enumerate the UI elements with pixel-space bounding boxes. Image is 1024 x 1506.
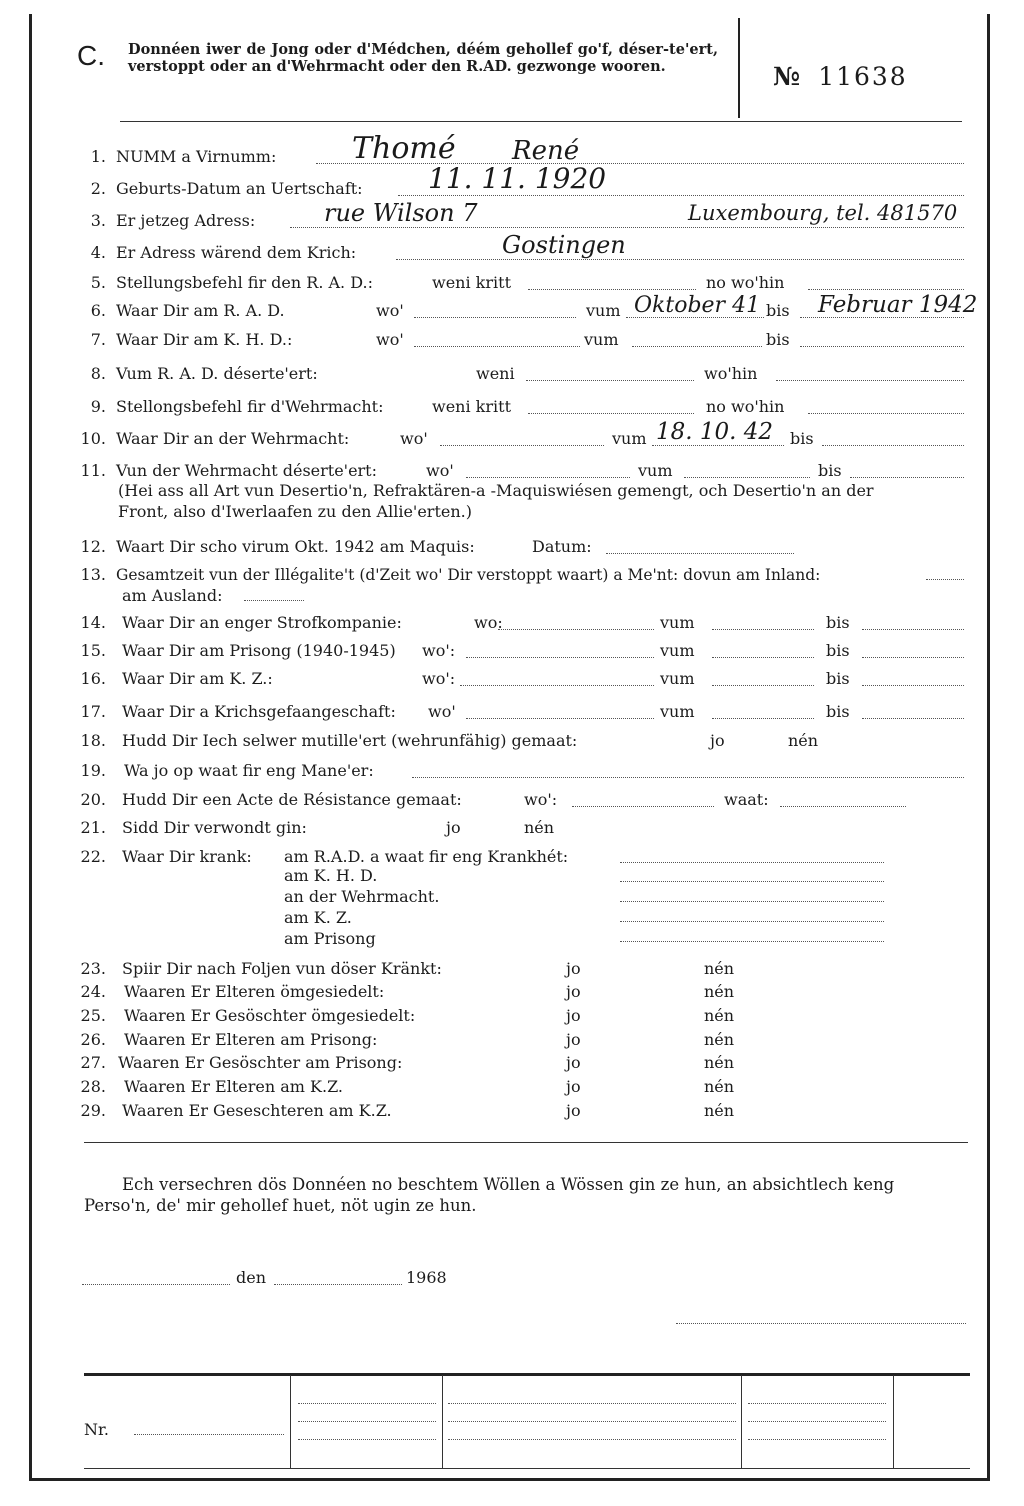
- field-prefix: wo:: [474, 613, 503, 632]
- sub-label: am K. Z.: [284, 908, 352, 927]
- signature-field[interactable]: [676, 1323, 966, 1324]
- section-rule: [84, 1142, 968, 1143]
- option-yes[interactable]: jo: [566, 1006, 581, 1025]
- field-line[interactable]: [398, 195, 964, 196]
- item-number: 20.: [80, 790, 106, 809]
- item-label: Waaren Er Elteren am K.Z.: [124, 1077, 344, 1096]
- option-yes[interactable]: jo: [566, 959, 581, 978]
- handwritten-birth: 11. 11. 1920: [428, 162, 607, 195]
- item-label: Spiir Dir nach Foljen vun döser Kränkt:: [122, 959, 442, 978]
- sub-label: am Prisong: [284, 929, 376, 948]
- footer-top-rule: [84, 1373, 970, 1376]
- form-title: Donnéen iwer de Jong oder d'Médchen, déém gehollef go'f, déser-te'ert, verstoppt oder an d'Wehrmacht oder den R.AD. gezwonge wooren.: [128, 41, 718, 75]
- item-label: Waaren Er Gesöschter am Prisong:: [118, 1053, 403, 1072]
- footer-field[interactable]: [748, 1439, 886, 1440]
- field-line[interactable]: [712, 718, 814, 719]
- footer-column-divider: [741, 1375, 742, 1468]
- item-label: Geburts-Datum an Uertschaft:: [116, 179, 363, 198]
- field-prefix: bis: [766, 330, 790, 349]
- item-label: Waart Dir scho virum Okt. 1942 am Maquis:: [116, 537, 475, 556]
- field-line[interactable]: [466, 477, 630, 478]
- field-line[interactable]: [632, 346, 762, 347]
- field-prefix: wo':: [422, 669, 456, 688]
- option-yes[interactable]: jo: [566, 1101, 581, 1120]
- item-label: NUMM a Virnumm:: [116, 147, 277, 166]
- field-prefix: vum: [660, 669, 695, 688]
- field-line[interactable]: [862, 685, 964, 686]
- field-line[interactable]: [414, 317, 576, 318]
- field-prefix: bis: [826, 613, 850, 632]
- item-number: 28.: [80, 1077, 106, 1096]
- footer-bottom-rule: [84, 1468, 970, 1469]
- item-label: Hudd Dir Iech selwer mutille'ert (wehrunfähig) gemaat:: [122, 731, 578, 750]
- field-line[interactable]: [620, 941, 884, 942]
- item-number: 14.: [80, 613, 106, 632]
- item-number: 27.: [80, 1053, 106, 1072]
- field-line[interactable]: [712, 685, 814, 686]
- item-label: Waar Dir a Krichsgefaangeschaft:: [122, 702, 396, 721]
- item-number: 4.: [90, 243, 106, 262]
- item-label: Waaren Er Geseschteren am K.Z.: [122, 1101, 392, 1120]
- field-line[interactable]: [460, 685, 654, 686]
- field-line[interactable]: [800, 346, 964, 347]
- field-line[interactable]: [862, 657, 964, 658]
- item-note: Front, also d'Iwerlaafen zu den Allie'erten.): [118, 502, 472, 521]
- item-number: 1.: [90, 147, 106, 166]
- field-line[interactable]: [822, 445, 964, 446]
- item-label: Stellungsbefehl fir den R. A. D.:: [116, 273, 373, 292]
- option-no[interactable]: nén: [704, 1006, 735, 1025]
- field-line[interactable]: [926, 579, 964, 580]
- footer-field[interactable]: [298, 1403, 436, 1404]
- footer-column-divider: [893, 1375, 894, 1468]
- place-field[interactable]: [82, 1284, 230, 1285]
- sub-label: an der Wehrmacht.: [284, 887, 440, 906]
- field-prefix: bis: [818, 461, 842, 480]
- field-prefix: bis: [790, 429, 814, 448]
- handwritten-rad-to: Februar 1942: [818, 292, 978, 318]
- field-line[interactable]: [862, 629, 964, 630]
- header-divider: [738, 18, 740, 118]
- field-line[interactable]: [862, 718, 964, 719]
- item-number: 12.: [80, 537, 106, 556]
- date-year: 1968: [406, 1268, 447, 1287]
- field-prefix: bis: [826, 702, 850, 721]
- field-prefix: bis: [826, 669, 850, 688]
- item-number: 11.: [80, 461, 106, 480]
- field-line[interactable]: [620, 901, 884, 902]
- sub-label: am K. H. D.: [284, 866, 378, 885]
- item-label: Waaren Er Gesöschter ömgesiedelt:: [124, 1006, 416, 1025]
- option-yes[interactable]: jo: [566, 1077, 581, 1096]
- field-line[interactable]: [620, 881, 884, 882]
- field-prefix: vum: [612, 429, 647, 448]
- nr-field[interactable]: [134, 1434, 284, 1435]
- number-value: 11638: [818, 62, 908, 91]
- date-prefix: den: [236, 1268, 267, 1287]
- field-prefix: wo'hin: [704, 364, 758, 383]
- field-prefix: waat:: [724, 790, 769, 809]
- item-number: 2.: [90, 179, 106, 198]
- item-number: 21.: [80, 818, 106, 837]
- field-prefix: wo': [376, 301, 404, 320]
- handwritten-street: rue Wilson 7: [324, 199, 478, 227]
- field-line[interactable]: [396, 259, 964, 260]
- footer-field[interactable]: [448, 1421, 736, 1422]
- field-prefix: vum: [584, 330, 619, 349]
- field-prefix: vum: [638, 461, 673, 480]
- field-line[interactable]: [528, 413, 694, 414]
- field-prefix: no wo'hin: [706, 397, 785, 416]
- handwritten-name: Thomé: [352, 131, 456, 166]
- field-prefix: wo':: [422, 641, 456, 660]
- field-prefix: vum: [586, 301, 621, 320]
- field-line[interactable]: [440, 445, 604, 446]
- field-prefix: Datum:: [532, 537, 592, 556]
- item-label: Vum R. A. D. déserte'ert:: [116, 364, 318, 383]
- item-number: 6.: [90, 301, 106, 320]
- footer-column-divider: [290, 1375, 291, 1468]
- item-label: Stellongsbefehl fir d'Wehrmacht:: [116, 397, 384, 416]
- field-line[interactable]: [712, 657, 814, 658]
- section-letter: C.: [77, 40, 105, 71]
- field-line[interactable]: [808, 413, 964, 414]
- item-number: 5.: [90, 273, 106, 292]
- field-line[interactable]: [290, 227, 964, 228]
- item-label: Waar Dir am K. Z.:: [122, 669, 273, 688]
- document-number: [773, 62, 908, 91]
- item-label: Vun der Wehrmacht déserte'ert:: [116, 461, 377, 480]
- item-number: 22.: [80, 847, 106, 866]
- field-prefix: am Ausland:: [122, 586, 223, 605]
- item-number: 23.: [80, 959, 106, 978]
- item-number: 18.: [80, 731, 106, 750]
- option-no[interactable]: nén: [704, 1053, 735, 1072]
- item-number: 7.: [90, 330, 106, 349]
- item-number: 16.: [80, 669, 106, 688]
- item-number: 3.: [90, 211, 106, 230]
- field-line[interactable]: [528, 289, 696, 290]
- item-label: Waar Dir krank:: [122, 847, 252, 866]
- option-yes[interactable]: jo: [446, 818, 461, 837]
- field-line[interactable]: [620, 862, 884, 863]
- option-yes[interactable]: jo: [566, 1030, 581, 1049]
- field-prefix: wo':: [524, 790, 558, 809]
- item-number: 17.: [80, 702, 106, 721]
- footer-field[interactable]: [298, 1439, 436, 1440]
- item-label: Waar Dir an der Wehrmacht:: [116, 429, 350, 448]
- field-line[interactable]: [466, 718, 654, 719]
- field-line[interactable]: [620, 921, 884, 922]
- field-line[interactable]: [850, 477, 964, 478]
- field-prefix: weni: [476, 364, 515, 383]
- handwritten-first-name: René: [512, 136, 580, 166]
- item-label: Waar Dir am R. A. D.: [116, 301, 285, 320]
- footer-field[interactable]: [448, 1403, 736, 1404]
- option-no[interactable]: nén: [524, 818, 555, 837]
- item-number: 29.: [80, 1101, 106, 1120]
- item-label: Gesamtzeit vun der Illégalite't (d'Zeit wo' Dir verstoppt waart) a Me'nt: dovun am Inland:: [116, 566, 821, 584]
- number-symbol: №: [773, 62, 803, 91]
- field-line[interactable]: [412, 777, 964, 778]
- field-prefix: no wo'hin: [706, 273, 785, 292]
- option-yes[interactable]: jo: [710, 731, 725, 750]
- item-label: Sidd Dir verwondt gin:: [122, 818, 307, 837]
- handwritten-wehrmacht-from: 18. 10. 42: [656, 419, 774, 445]
- handwritten-city: Luxembourg, tel. 481570: [688, 201, 958, 225]
- item-number: 19.: [80, 761, 106, 780]
- field-line[interactable]: [776, 380, 964, 381]
- item-label: Er Adress wärend dem Krich:: [116, 243, 357, 262]
- item-number: 10.: [80, 429, 106, 448]
- sub-label: am R.A.D. a waat fir eng Krankhét:: [284, 847, 569, 866]
- item-number: 15.: [80, 641, 106, 660]
- item-label: Waar Dir am K. H. D.:: [116, 330, 293, 349]
- declaration-line-2: Perso'n, de' mir gehollef huet, nöt ugin ze hun.: [84, 1196, 477, 1215]
- option-no[interactable]: nén: [704, 982, 735, 1001]
- item-number: 8.: [90, 364, 106, 383]
- item-number: 25.: [80, 1006, 106, 1025]
- field-line[interactable]: [414, 346, 580, 347]
- field-line[interactable]: [466, 657, 654, 658]
- field-prefix: weni kritt: [432, 273, 511, 292]
- option-no[interactable]: nén: [704, 1030, 735, 1049]
- field-line[interactable]: [712, 629, 814, 630]
- field-line[interactable]: [780, 806, 906, 807]
- item-label: Waaren Er Elteren ömgesiedelt:: [124, 982, 385, 1001]
- item-label: Er jetzeg Adress:: [116, 211, 256, 230]
- field-line[interactable]: [808, 289, 964, 290]
- item-number: 24.: [80, 982, 106, 1001]
- handwritten-war-address: Gostingen: [502, 231, 626, 259]
- footer-nr-label: Nr.: [84, 1420, 109, 1439]
- item-label: Waar Dir an enger Strofkompanie:: [122, 613, 402, 632]
- item-note: (Hei ass all Art vun Desertio'n, Refraktären-a -Maquiswiésen gemengt, och Desertio'n an der: [118, 481, 874, 500]
- option-yes[interactable]: jo: [566, 982, 581, 1001]
- field-prefix: bis: [826, 641, 850, 660]
- option-no[interactable]: nén: [704, 1101, 735, 1120]
- field-prefix: vum: [660, 641, 695, 660]
- option-no[interactable]: nén: [704, 1077, 735, 1096]
- field-line[interactable]: [606, 553, 794, 554]
- header-rule: [120, 121, 962, 122]
- field-line[interactable]: [684, 477, 810, 478]
- field-prefix: wo': [376, 330, 404, 349]
- option-no[interactable]: nén: [788, 731, 819, 750]
- item-label: Waaren Er Elteren am Prisong:: [124, 1030, 378, 1049]
- option-no[interactable]: nén: [704, 959, 735, 978]
- date-field[interactable]: [274, 1284, 402, 1285]
- item-label: Wa jo op waat fir eng Mane'er:: [124, 761, 374, 780]
- field-line[interactable]: [572, 806, 714, 807]
- field-prefix: bis: [766, 301, 790, 320]
- option-yes[interactable]: jo: [566, 1053, 581, 1072]
- footer-field[interactable]: [748, 1403, 886, 1404]
- footer-field[interactable]: [298, 1421, 436, 1422]
- declaration-line-1: Ech versechren dös Donnéen no beschtem Wöllen a Wössen gin ze hun, an absichtlech keng: [122, 1175, 895, 1194]
- footer-column-divider: [442, 1375, 443, 1468]
- field-prefix: wo': [428, 702, 456, 721]
- footer-field[interactable]: [448, 1439, 736, 1440]
- field-prefix: weni kritt: [432, 397, 511, 416]
- item-number: 13.: [80, 565, 106, 584]
- field-line[interactable]: [498, 629, 654, 630]
- item-label: Hudd Dir een Acte de Résistance gemaat:: [122, 790, 462, 809]
- footer-field[interactable]: [748, 1421, 886, 1422]
- item-label: Waar Dir am Prisong (1940-1945): [122, 641, 396, 660]
- field-prefix: wo': [400, 429, 428, 448]
- field-line[interactable]: [244, 600, 304, 601]
- field-line[interactable]: [652, 445, 784, 446]
- item-number: 26.: [80, 1030, 106, 1049]
- item-number: 9.: [90, 397, 106, 416]
- field-prefix: wo': [426, 461, 454, 480]
- handwritten-rad-from: Oktober 41: [634, 293, 761, 318]
- field-prefix: vum: [660, 613, 695, 632]
- field-prefix: vum: [660, 702, 695, 721]
- field-line[interactable]: [526, 380, 694, 381]
